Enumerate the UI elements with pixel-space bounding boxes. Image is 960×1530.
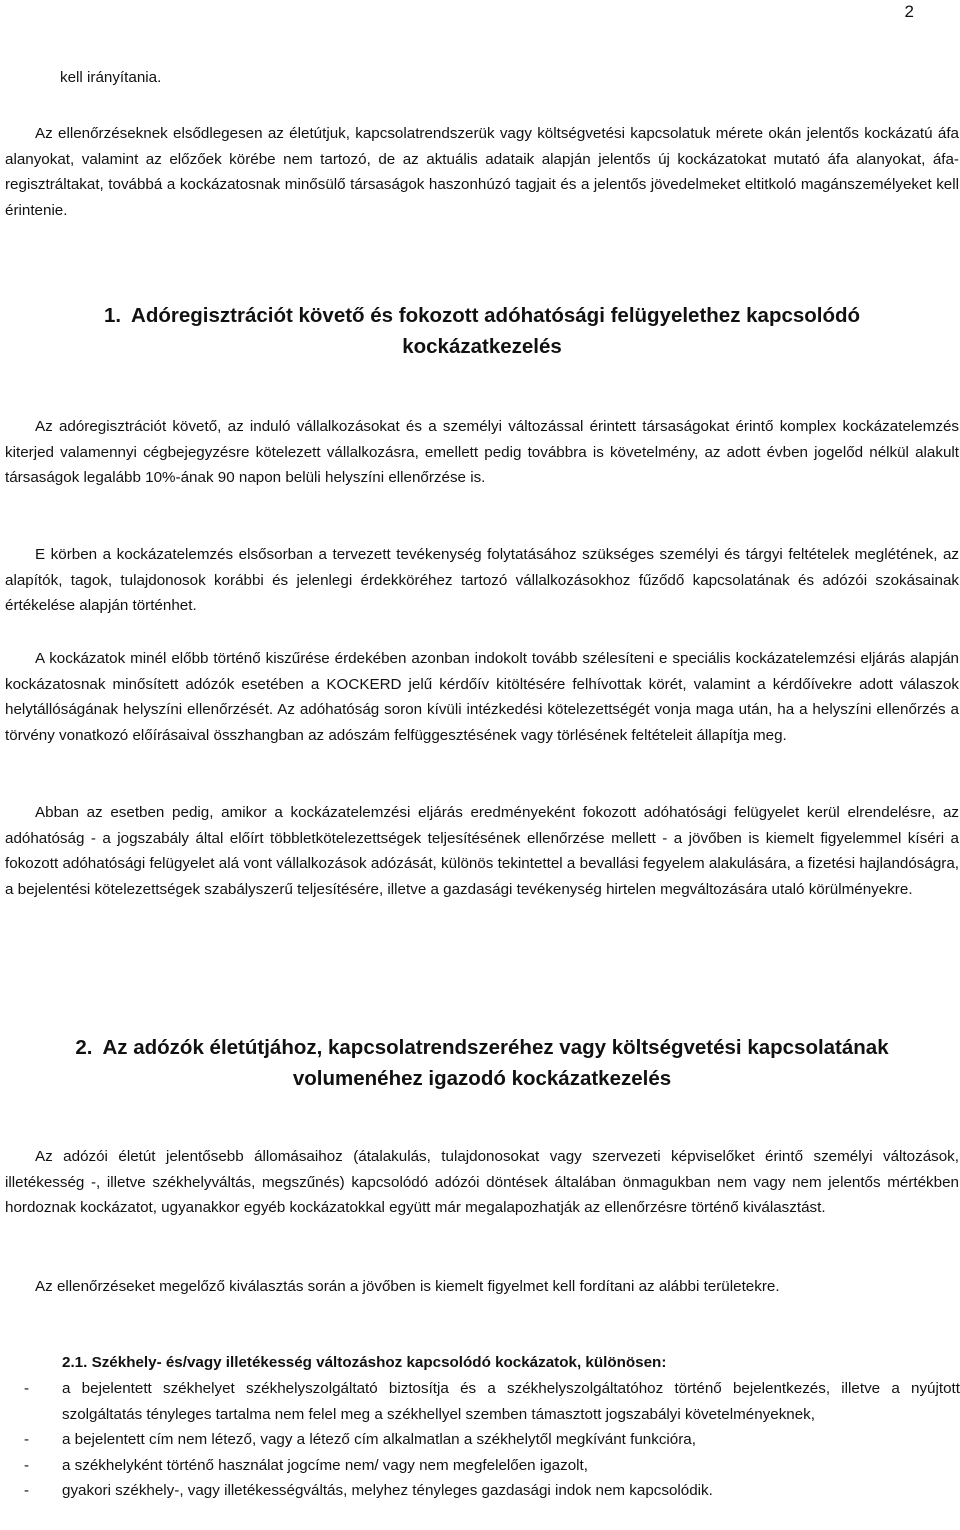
dash-bullet: - [24, 1380, 30, 1397]
section-2-heading [5, 1032, 959, 1094]
section-1-paragraph: Abban az esetben pedig, amikor a kockázatelemzési eljárás eredményeként fokozott adóhatósági felügyelet kerül elrendelésre, az adóhatóság - a jogszabály által előírt többletkötelezettségek teljesítésének ellenőrzése mellett - a jövőben is kiemelt figyelemmel kíséri a fokozott adóhatósági felügyelet alá vont vállalkozások adózását, különös tekintettel a bevallási fegyelem alakulására, a fizetési hajlandóságra, a bejelentési kötelezettségek szabályszerű teljesítésére, illetve a gazdasági tevékenység hirtelen megváltozására utaló körülményekre. [5, 804, 959, 898]
section-1-number: 1. [103, 304, 122, 327]
intro-fragment: kell irányítania. [60, 69, 162, 86]
section-1-paragraph: E körben a kockázatelemzés elsősorban a tervezett tevékenység folytatásához szükséges személyi és tárgyi feltételek meglétének, az alapítók, tagok, tulajdonosok korábbi és jelenlegi érdekköréhez tartozó vállalkozásokhoz fűződő kapcsolatának és adózói szokásainak értékelése alapján történhet. [5, 546, 959, 615]
section-1-paragraph: Az adóregisztrációt követő, az induló vállalkozásokat és a személyi változással érintett társaságokat érintő komplex kockázatelemzés kiterjed valamennyi cégbejegyzésre kötelezett vállalkozásra, emellett pedig továbbra is követelmény, az adott évben jogelőd nélkül alakult társaságok legalább 10%-ának 90 napon belüli helyszíni ellenőrzése is. [5, 418, 959, 487]
list-item [5, 1478, 960, 1504]
list-item-text: a székhelyként történő használat jogcíme nem/ vagy nem megfelelően igazolt, [62, 1456, 588, 1474]
section-1-title-line2: kockázatkezelés [402, 335, 562, 358]
section-2-title-line1: Az adózók életútjához, kapcsolatrendszeréhez vagy költségvetési kapcsolatának [102, 1036, 889, 1059]
list-item [5, 1427, 960, 1453]
dash-bullet: - [24, 1431, 30, 1449]
page-number: 2 [904, 2, 914, 21]
section-1-heading [5, 300, 959, 362]
dash-bullet: - [24, 1482, 30, 1500]
section-1-paragraph: A kockázatok minél előbb történő kiszűrése érdekében azonban indokolt tovább szélesíteni e speciális kockázatelemzési eljárás alapján kockázatosnak minősített adózók esetében a KOCKERD jelű kérdőív kitöltésére felhívottak körét, valamint a kérdőívekre adott válaszok helytállóságának helyszíni ellenőrzését. Az adóhatóság soron kívüli intézkedési kötelezettségét vonja maga után, ha a helyszíni ellenőrzés a törvény vonatkozó előírásaival összhangban az adószám felfüggesztésének vagy törlésének feltételeit állapítja meg. [5, 650, 959, 744]
section-2-number: 2. [75, 1036, 93, 1059]
subsection-2-1-number: 2.1. [62, 1354, 88, 1371]
dash-bullet: - [24, 1456, 30, 1474]
section-2-paragraph: Az ellenőrzéseket megelőző kiválasztás során a jövőben is kiemelt figyelmet kell fordítani az alábbi területekre. [35, 1278, 780, 1295]
list-item [5, 1376, 960, 1427]
list-item-text: gyakori székhely-, vagy illetékességváltás, melyhez tényleges gazdasági indok nem kapcsolódik. [62, 1482, 713, 1500]
list-item-text: a bejelentett székhelyet székhelyszolgáltató biztosítja és a székhelyszolgáltatóhoz történő bejelentkezés, illetve a nyújtott szolgáltatás tényleges tartalma nem felel meg a székhellyel szemben támasztott jogszabályi követelményeknek, [62, 1380, 960, 1423]
section-1-title-line1: Adóregisztrációt követő és fokozott adóhatósági felügyelethez kapcsolódó [131, 304, 861, 327]
subsection-2-1-heading [62, 1350, 952, 1375]
paragraph-intro: Az ellenőrzéseknek elsődlegesen az életútjuk, kapcsolatrendszerük vagy költségvetési kapcsolatuk mérete okán jelentős kockázatú áfa alanyokat, valamint az előzőek körébe nem tartozó, de az aktuális adataik alapján jelentős új kockázatokat mutató áfa alanyokat, áfa-regisztráltakat, továbbá a kockázatosnak minősülő társaságok haszonhúzó tagjait és a jelentős jövedelmeket eltitkoló magánszemélyeket kell érintenie. [5, 125, 959, 219]
list-item-text: a bejelentett cím nem létező, vagy a létező cím alkalmatlan a székhelytől megkívánt funkcióra, [62, 1431, 696, 1449]
list-item [5, 1453, 960, 1479]
risk-list [5, 1376, 960, 1504]
section-2-paragraph: Az adózói életút jelentősebb állomásaihoz (átalakulás, tulajdonosokat vagy szervezeti képviselőket érintő személyi változások, illetékesség -, illetve székhelyváltás, megszűnés) kapcsolódó adózói döntések általában önmagukban nem vagy nem jelentős mértékben hordoznak kockázatot, ugyanakkor egyéb kockázatokkal együtt már megalapozhatják az ellenőrzésre történő kiválasztást. [5, 1148, 959, 1217]
subsection-2-1-title: Székhely- és/vagy illetékesség változáshoz kapcsolódó kockázatok, különösen: [91, 1354, 667, 1371]
section-2-title-line2: volumenéhez igazodó kockázatkezelés [292, 1067, 672, 1090]
